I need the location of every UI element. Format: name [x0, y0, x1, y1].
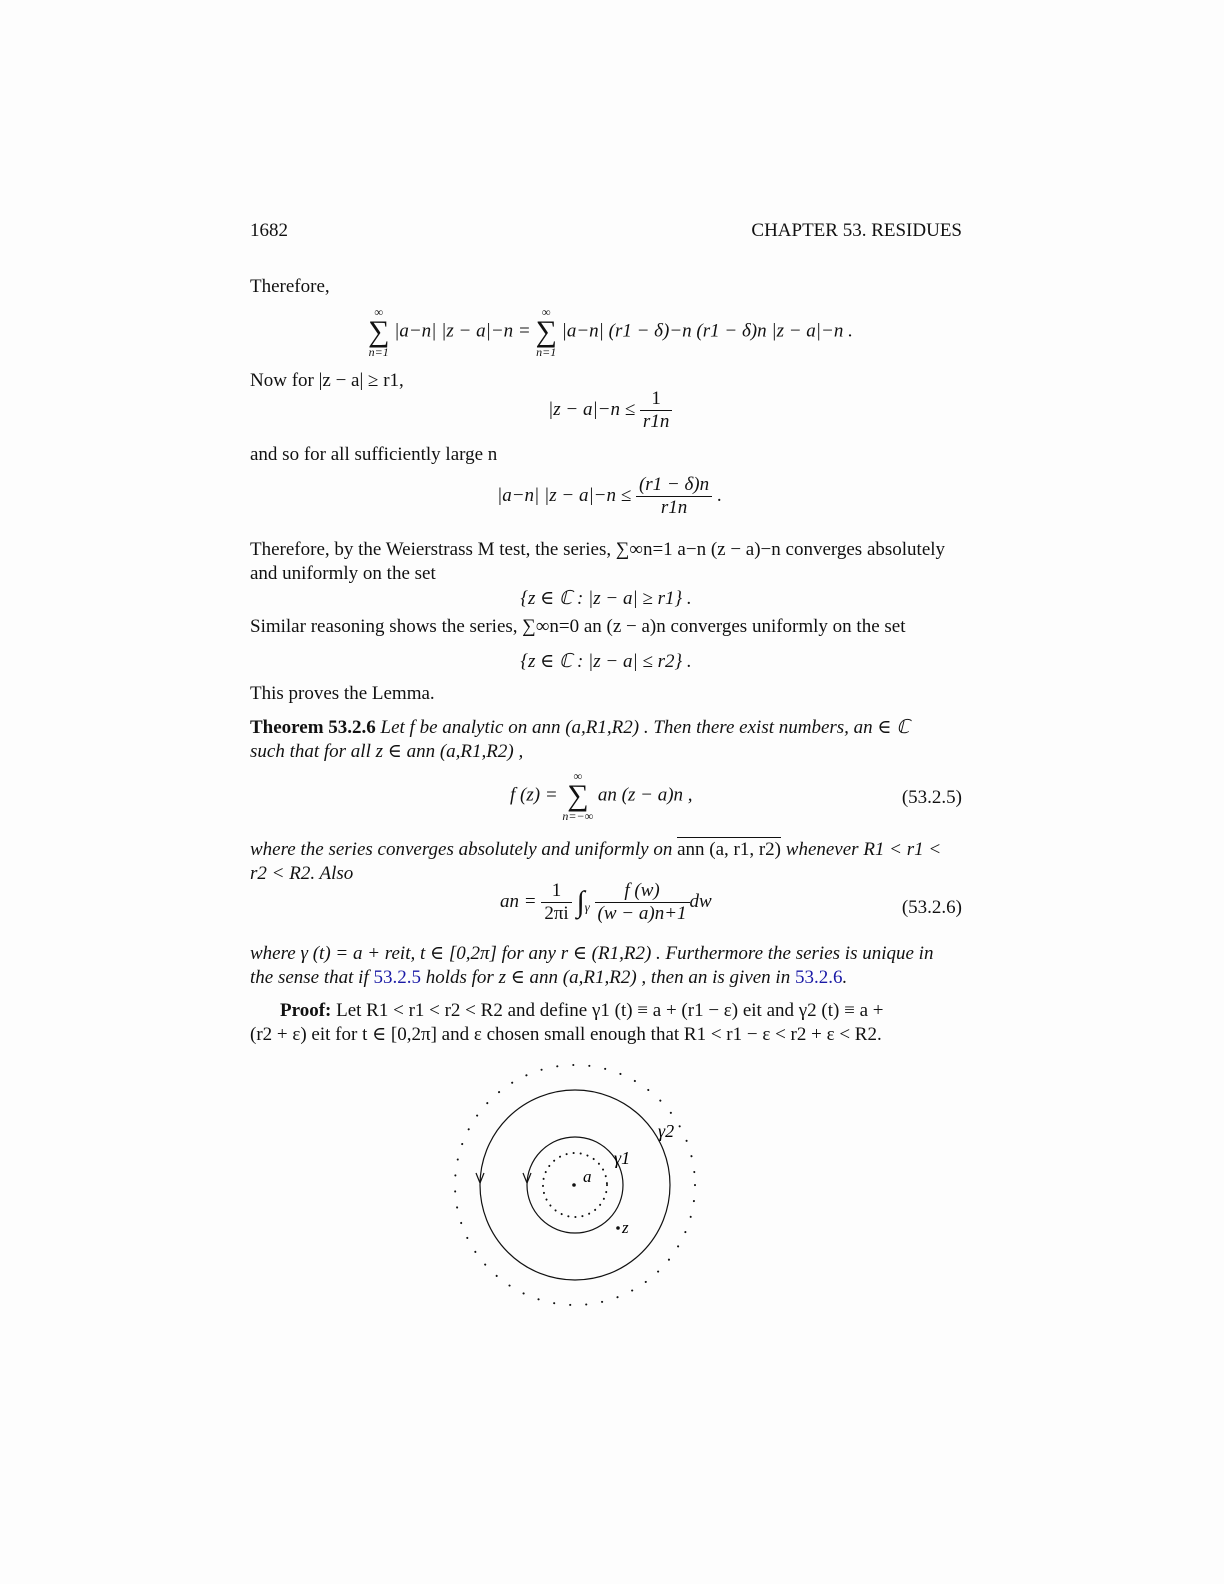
point-z: [616, 1226, 620, 1230]
theorem-uniqueness: where γ (t) = a + reit, t ∈ [0,2π] for any r ∈ (R1,R2) . Furthermore the series is unique in the sense that if 53.2.5 holds for z ∈ ann (a,R1,R2) , then an is given in 53.2.6.: [250, 943, 934, 988]
theorem-where: where the series converges absolutely and uniformly on ann (a, r1, r2) whenever R1 < r1 < r2 < R2. Also: [250, 839, 942, 884]
sum-symbol: ∞ ∑ n=−∞: [562, 769, 594, 823]
theorem-label: Theorem 53.2.6: [250, 717, 376, 738]
label-a: a: [583, 1167, 592, 1186]
set-1: {z ∈ ℂ : |z − a| ≥ r1} .: [520, 588, 692, 609]
equation-number: (53.2.5): [901, 787, 962, 808]
paragraph-weierstrass: Therefore, by the Weierstrass M test, the series, ∑∞n=1 a−n (z − a)−n converges absolutely and uniformly on the set: [250, 539, 946, 584]
label-gamma2: γ2: [658, 1121, 675, 1141]
proof-paragraph: Proof: Let R1 < r1 < r2 < R2 and define γ1 (t) ≡ a + (r1 − ε) eit and γ2 (t) ≡ a + (r2 + ε) eit for t ∈ [0,2π] and ε chosen small enough that R1 < r1 − ε < r2 + ε < R2.: [250, 1000, 884, 1045]
proof-label: Proof:: [280, 1000, 332, 1021]
fraction: $\frac{1}{r1n}$: [640, 388, 672, 433]
annulus-figure: [440, 1055, 720, 1315]
label-gamma1: γ1: [614, 1148, 631, 1168]
center-point: [572, 1183, 576, 1187]
integral-symbol: ∫: [576, 885, 585, 919]
equation-ref-53-2-5[interactable]: 53.2.5: [373, 967, 421, 988]
set-2: {z ∈ ℂ : |z − a| ≤ r2} .: [520, 651, 692, 672]
label-z: z: [622, 1218, 629, 1237]
equation-3-lhs: |a−n| |z − a|−n ≤: [497, 484, 632, 506]
text-similar: Similar reasoning shows the series, ∑∞n=0 an (z − a)n converges uniformly on the set: [250, 616, 906, 637]
equation-3: |a−n| |z − a|−n ≤ $\frac{(r1 - \delta)n}{r1n}$ .: [497, 474, 722, 518]
sum-symbol: ∞ ∑ n=1: [535, 305, 557, 359]
equation-53-2-5: f (z) = ∞ ∑ n=−∞ an (z − a)n ,: [510, 769, 693, 823]
text-and-so: and so for all sufficiently large n: [250, 444, 498, 465]
equation-number: (53.2.6): [901, 897, 962, 918]
text-proves-lemma: This proves the Lemma.: [250, 683, 435, 704]
fraction: $\frac{(r1 - \delta)n}{r1n}$: [636, 474, 712, 519]
equation-2-lhs: |z − a|−n ≤: [548, 398, 636, 420]
fraction: $\frac{1}{2\pi i}$: [541, 880, 571, 925]
page-number: 1682: [250, 220, 288, 241]
text-therefore: Therefore,: [250, 276, 330, 297]
equation-2: [548, 388, 672, 433]
equation-1-rhs: |a−n| (r1 − δ)−n (r1 − δ)n |z − a|−n .: [561, 320, 853, 342]
text-now-for: Now for |z − a| ≥ r1,: [250, 370, 404, 391]
chapter-header: CHAPTER 53. RESIDUES: [751, 220, 962, 241]
theorem-statement: Theorem 53.2.6 Let f be analytic on ann (a,R1,R2) . Then there exist numbers, an ∈ ℂ such that for all z ∈ ann (a,R1,R2) ,: [250, 717, 910, 762]
equation-1-lhs: |a−n| |z − a|−n =: [394, 320, 531, 342]
equation-53-2-6: an = $\frac{1}{2\pi i}$ $\int_\gamma$ $\frac{f (w)}{(w - a)n+1}$ dw: [500, 880, 712, 924]
equation-ref-53-2-6[interactable]: 53.2.6: [794, 967, 843, 988]
equation-1: [368, 306, 853, 358]
fraction: $\frac{f (w)}{(w - a)n+1}$: [595, 880, 690, 925]
sum-symbol: ∞ ∑ n=1: [368, 305, 390, 359]
